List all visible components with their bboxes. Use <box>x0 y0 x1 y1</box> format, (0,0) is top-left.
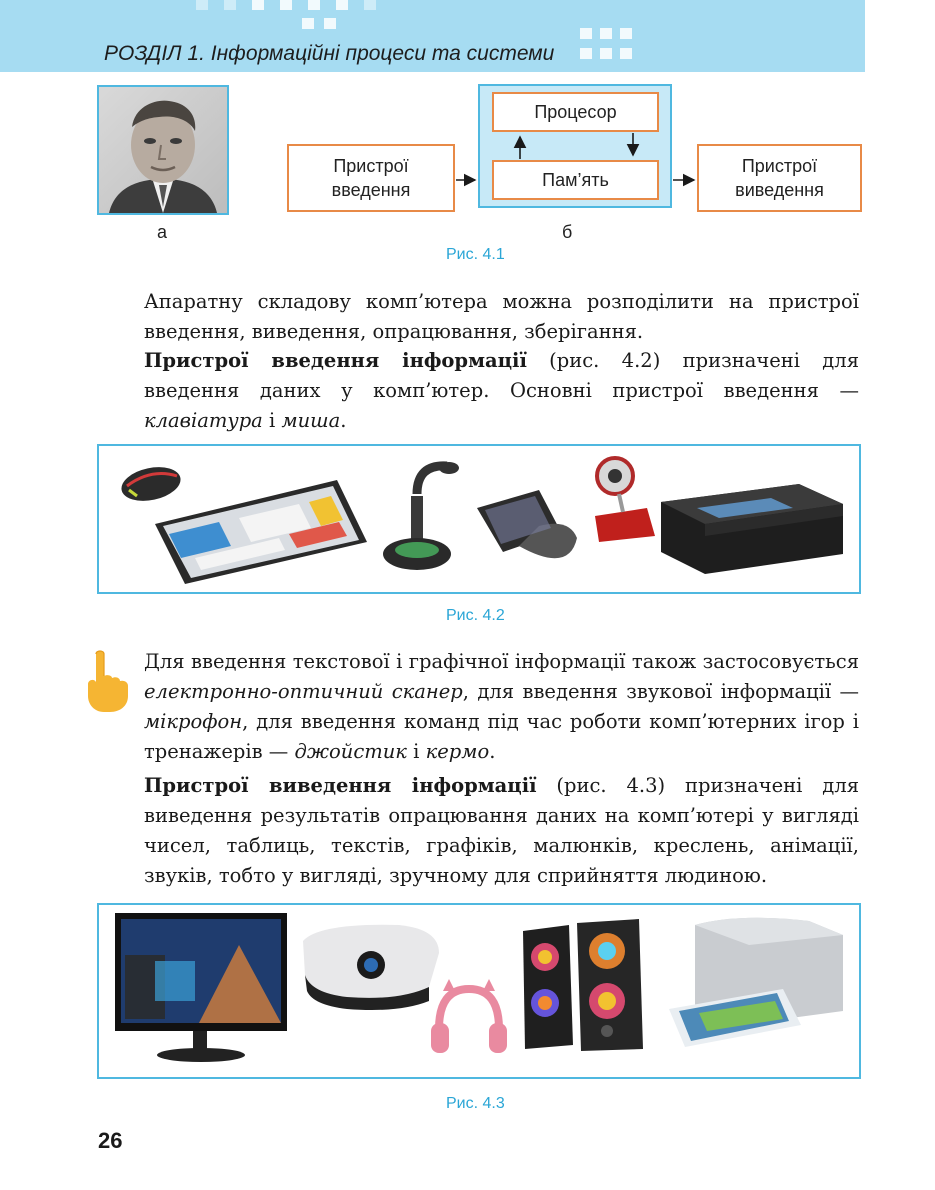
monitor-image <box>115 913 287 1062</box>
keyboard-image <box>155 480 367 584</box>
paragraph-hardware: Апаратну складову комп’ютера можна розподілити на пристрої введення, виведення, опрацювання, зберігання. <box>144 290 859 343</box>
figure-caption-4-3: Рис. 4.3 <box>446 1095 505 1112</box>
figure-caption-4-1: Рис. 4.1 <box>446 246 505 263</box>
webcam-image <box>595 458 655 542</box>
memory-box: Пам’ять <box>492 160 659 200</box>
figure-caption-4-2: Рис. 4.2 <box>446 607 505 624</box>
mouse-image <box>118 462 183 506</box>
input-devices-box: Пристрої введення <box>287 144 455 212</box>
page-number: 26 <box>98 1128 123 1153</box>
paragraph-output-devices: Пристрої виведення інформації (рис. 4.3) призначені для виведення результатів опрацювання даних на комп’ютері у вигляді чисел, таблиць, текстів, графіків, малюнків, креслень, анімації, звуків, тобто у вигляді, зручному для сприйняття людиною. <box>144 774 860 887</box>
note-paragraph: Для введення текстової і графічної інформації також застосовується електронно-оптичний сканер, для введення звукової інформації — мікрофон, для введення команд під час роботи комп’ютерних ігор і тренажерів — джойстик і кермо. <box>144 650 859 763</box>
microphone-image <box>383 462 459 570</box>
gaming-keypad-image <box>477 490 577 558</box>
input-devices-figure <box>97 444 861 594</box>
pointing-hand-icon <box>82 650 134 712</box>
input-devices-term: Пристрої введення інформації <box>144 349 527 372</box>
output-devices-figure <box>97 903 861 1079</box>
chapter-title: РОЗДІЛ 1. Інформаційні процеси та системи <box>104 42 555 65</box>
diagram-label: б <box>562 222 573 242</box>
scanner-image <box>661 484 843 574</box>
processor-box: Процесор <box>492 92 659 132</box>
photo-label: а <box>157 222 168 242</box>
output-devices-term: Пристрої виведення інформації <box>144 774 537 797</box>
headphones-image <box>431 979 507 1053</box>
printer-image <box>669 918 843 1047</box>
output-devices-box: Пристрої виведення <box>697 144 862 212</box>
paragraph-input-devices: Пристрої введення інформації (рис. 4.2) призначені для введення даних у комп’ютер. Основні пристрої введення — клавіатура і миша. <box>144 349 859 432</box>
speakers-image <box>523 919 643 1051</box>
diagram-arrows <box>0 0 935 260</box>
projector-image <box>303 925 439 1010</box>
